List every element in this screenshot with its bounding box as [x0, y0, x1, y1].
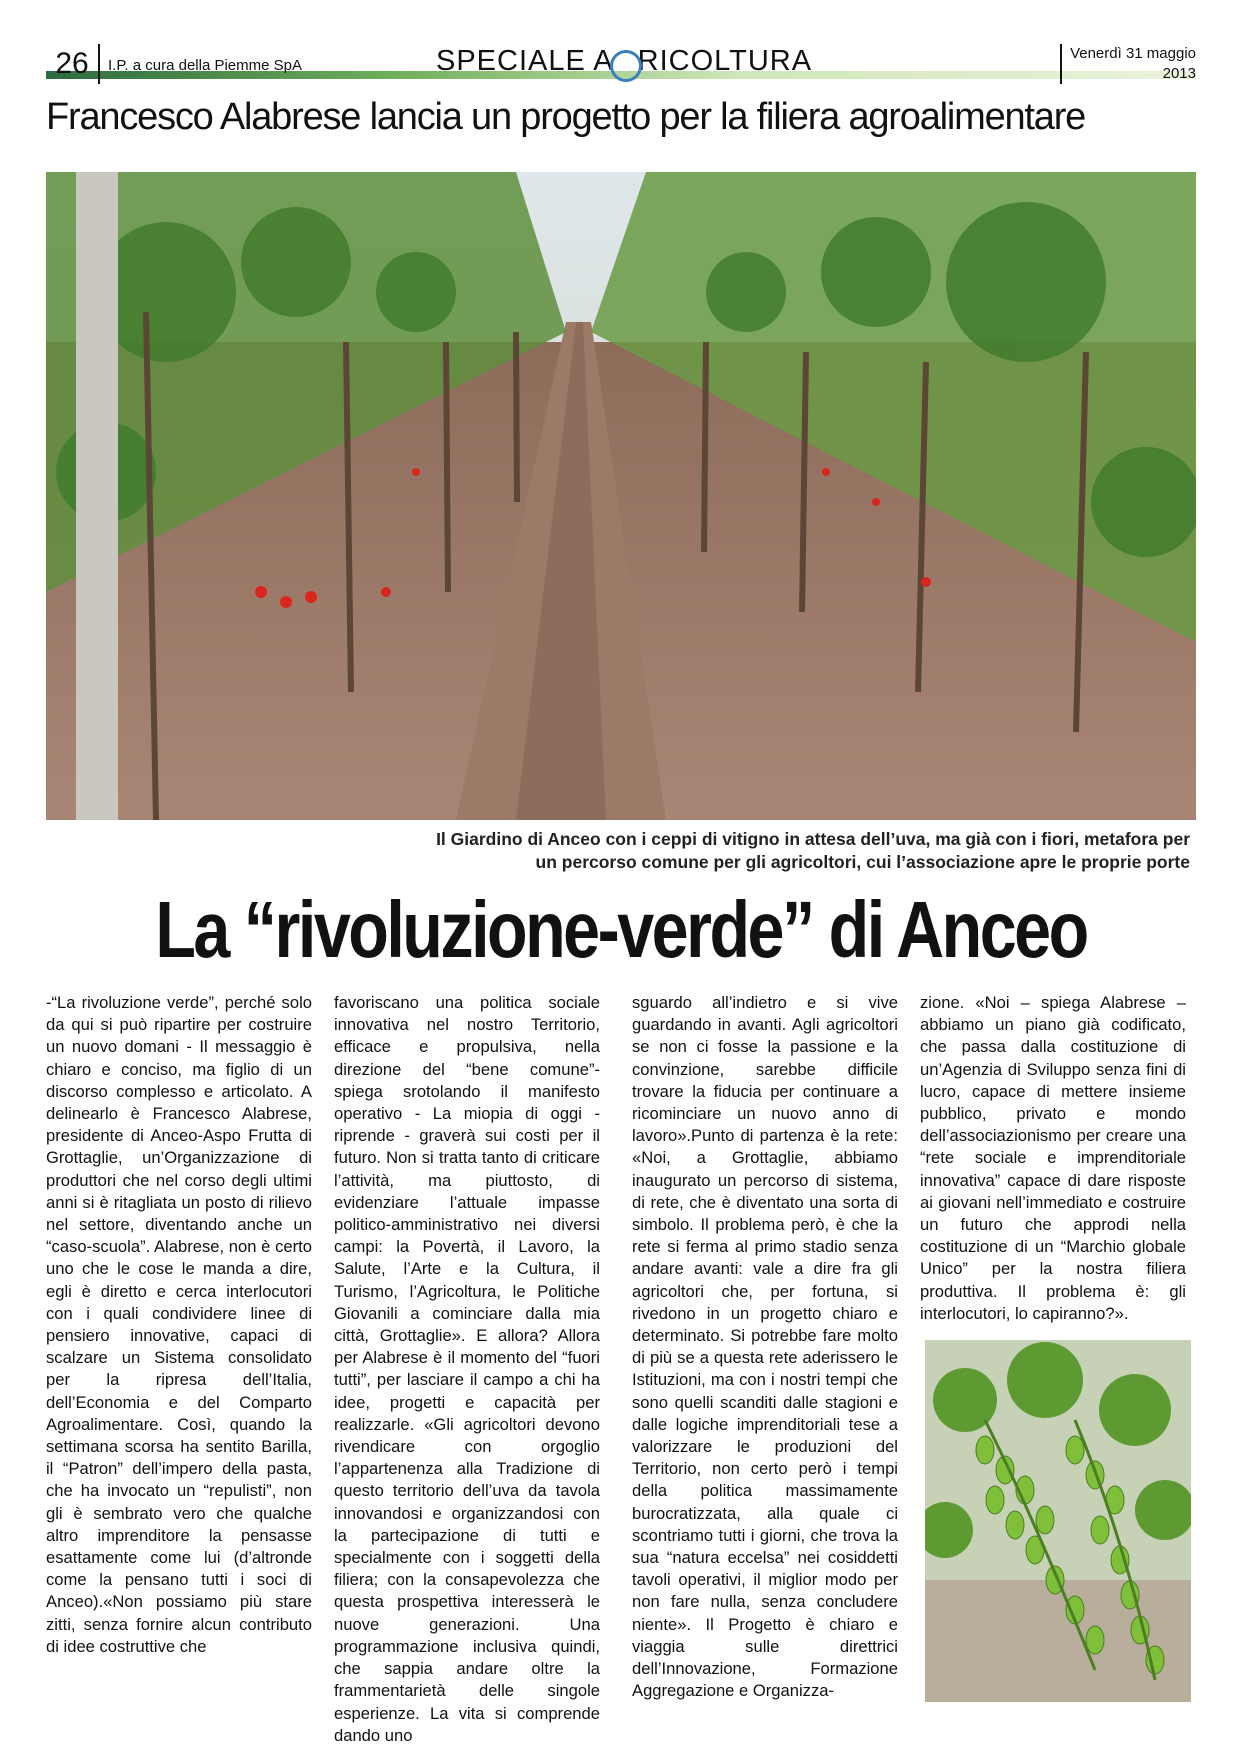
vineyard-photo — [46, 172, 1196, 820]
article-column-2: favoriscano una politica sociale innovativa nel nostro Territorio, efficace e propulsiva, nella direzione del “bene comune”- spiega srotolando il manifesto operativo - La miopia di oggi - riprende - graverà sui costi per il futuro. Non si tratta tanto di criticare l’attività, ma piuttosto, di evidenziare l’attuale impasse politico-amministrativo nei diversi campi: la Povertà, il Lavoro, la Salute, l’Arte e la Cultura, il Turismo, l’Agricoltura, le Politiche Giovanili a cominciare dalla mia città, Grottaglie». E allora? Allora per Alabrese è il momento del “fuori tutti”, per lasciare il campo a chi ha idee, progetti e capacità per realizzarle. «Gli agricoltori devono rivendicare con orgoglio l’appartenenza alla Tradizione di questo territorio dell’uva da tavola innovandosi e organizzandosi con la partecipazione di tutti e specialmente con i soggetti della filiera; con la consapevolezza che questa prospettiva interesserà le nuove generazioni. Una programmazione inclusiva quindi, che sappia andare oltre la frammentarietà delle singole esperienze. La vita si comprende dando uno — [334, 993, 600, 1745]
grapes-photo — [925, 1340, 1191, 1702]
article-column-3: sguardo all’indietro e si vive guardando in avanti. Agli agricoltori se non ci fosse la passione e la convinzione, sarebbe difficile trovare la fiducia per continuare a ricominciare un nuovo anno di lavoro».Punto di partenza è la rete: «Noi, a Grottaglie, abbiamo inaugurato un percorso di sistema, di rete, che è diventato una sorta di simbolo. Il problema però, è che la rete si ferma al primo stadio senza andare avanti: vale a dire fra gli agricoltori che, per fortuna, si rivedono in un progetto chiaro e determinato. Si potrebbe fare molto di più se a questa rete aderissero le Istituzioni, ma con i nostri tempi che sono quelli scanditi dalle stagioni e dalle logiche imprenditoriali tese a valorizzare le produzioni del Territorio, non certo però i tempi della politica massimamente burocratizzata, alla quale ci scontriamo tutti i giorni, che trova la sua “natura eccelsa” nei cosiddetti tavoli operativi, il miglior modo per non fare nulla, senza concludere niente». Il Progetto è chiaro e viaggia sulle direttrici dell’Innovazione, Formazione Aggregazione e Organizza- — [632, 993, 898, 1701]
issue-date — [1060, 44, 1196, 84]
main-title: La “rivoluzione-verde” di Anceo — [155, 885, 1087, 974]
article-column-1: -“La rivoluzione verde”, perché solo da qui si può ripartire per costruire un nuovo domani - Il messaggio è chiaro e conciso, ma figlio di un discorso complesso e articolato. A delinearlo è Francesco Alabrese, presidente di Anceo-Aspo Frutta di Grottaglie, un’Organizzazione di produttori che nel corso degli ultimi anni si è ritagliata un posto di rilievo nel settore, diventando anche un “caso-scuola”. Alabrese, non è certo uno che le cose le manda a dire, egli è diretto e cerca interlocutori con i quali condividere linee di pensiero innovative, capaci di scalzare un Sistema consolidato per la ripresa dell’Italia, dell’Economia e del Comparto Agroalimentare. Così, quando la settimana scorsa ha sentito Barilla, il “Patron” dell’impero della pasta, che ha invocato un “repulisti”, non gli è sembrato vero che qualche altro imprenditore la pensasse esattamente come lui (d’altronde come la pensano tutti i soci di Anceo).«Non possiamo più stare zitti, senza fornire alcun contributo di idee costruttive che — [46, 993, 312, 1656]
article-headline: Francesco Alabrese lancia un progetto per la filiera agroalimentare — [46, 96, 1086, 138]
section-title — [436, 44, 812, 78]
issue-date-day: Venerdì 31 maggio — [1070, 45, 1196, 62]
issue-date-year: 2013 — [1162, 65, 1196, 82]
section-title-part1: SPECIALE A — [436, 45, 614, 77]
g-q-logo-icon — [610, 50, 642, 82]
page-number: 26 — [46, 44, 100, 84]
photo-caption-line2: un percorso comune per gli agricoltori, cui l’associazione apre le proprie porte — [535, 852, 1190, 872]
article-column-4: zione. «Noi – spiega Alabrese – abbiamo un piano già codificato, che passa dalla costituzione di un’Agenzia di Sviluppo senza fini di lucro, capace di mettere insieme pubblico, privato e mondo dell’associazionismo per creare una “rete sociale e imprenditoriale innovativa” capace di dare risposte ai giovani nell’immediato e costruire un futuro che approdi nella costituzione di un “Marchio globale Unico” per la nostra filiera produttiva. Il problema è: gli interlocutori, lo capiranno?». — [920, 993, 1186, 1323]
photo-caption-line1: Il Giardino di Anceo con i ceppi di vitigno in attesa dell’uva, ma già con i fiori, metafora per — [436, 829, 1190, 849]
section-title-part2: RICOLTURA — [637, 45, 813, 77]
publisher-note: I.P. a cura della Piemme SpA — [108, 57, 302, 74]
photo-caption — [300, 828, 1190, 874]
page-header — [46, 44, 1196, 88]
